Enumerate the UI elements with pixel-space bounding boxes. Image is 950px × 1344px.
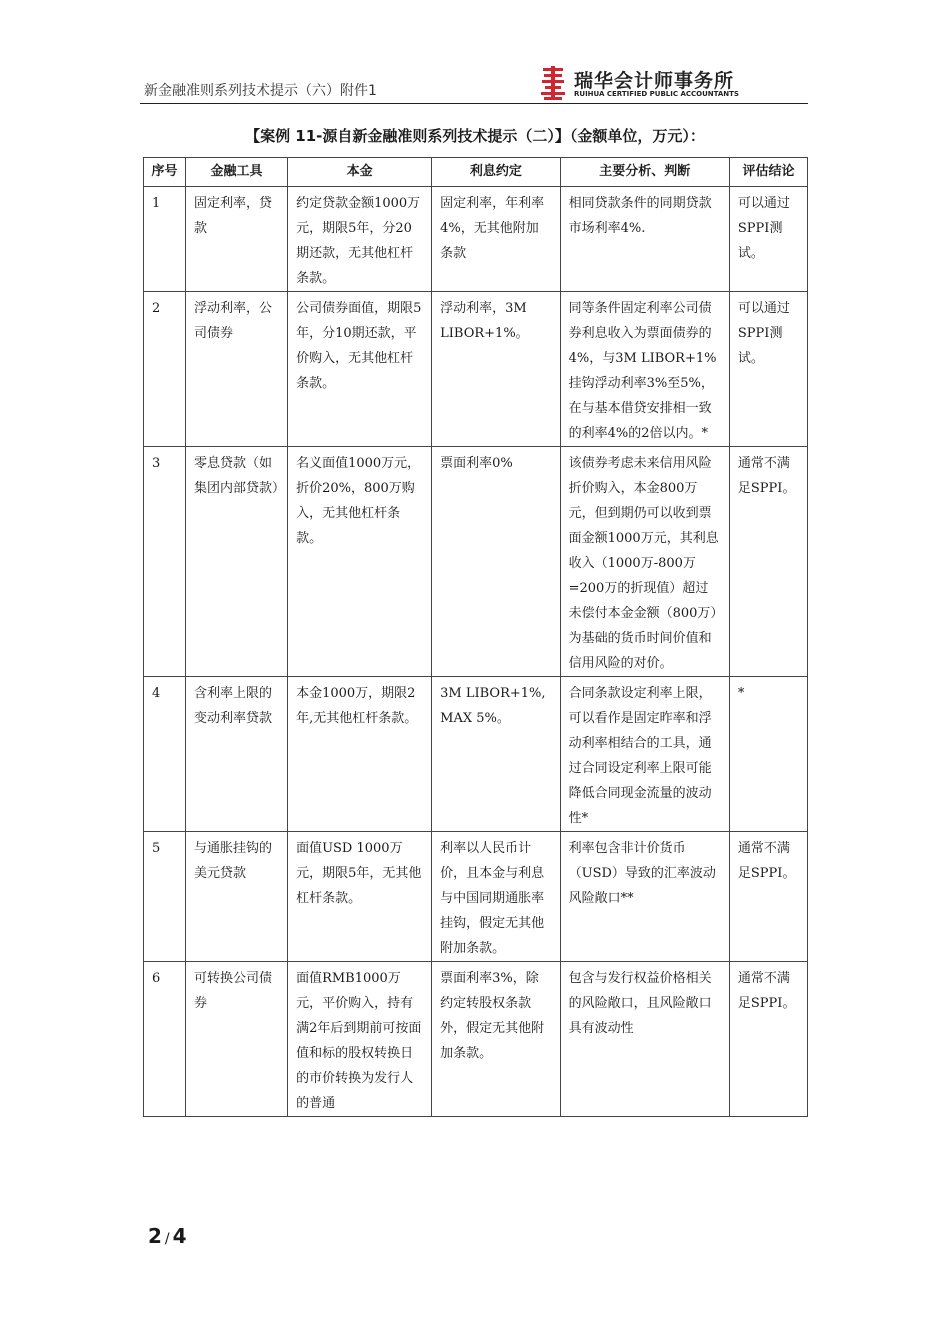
cell-analysis: 利率包含非计价货币（USD）导致的汇率波动风险敞口** <box>560 832 729 962</box>
cell-interest: 3M LIBOR+1%, MAX 5%。 <box>432 677 560 832</box>
cell-analysis: 同等条件固定利率公司债券利息收入为票面债券的4%，与3M LIBOR+1%挂钩浮动利率3%至5%，在与基本借贷安排相一致的利率4%的2倍以内。* <box>560 292 729 447</box>
cell-interest: 票面利率3%，除约定转股权条款外，假定无其他附加条款。 <box>432 962 560 1117</box>
col-header-analysis: 主要分析、判断 <box>560 158 729 187</box>
cell-conclusion: 通常不满足SPPI。 <box>729 962 807 1117</box>
cell-no: 4 <box>144 677 186 832</box>
cell-conclusion: * <box>729 677 807 832</box>
cell-instrument: 零息贷款（如集团内部贷款） <box>186 447 288 677</box>
cell-principal: 面值USD 1000万元，期限5年，无其他杠杆条款。 <box>288 832 432 962</box>
cell-principal: 面值RMB1000万元，平价购入，持有满2年后到期前可按面值和标的股权转换日的市价转换为发行人的普通 <box>288 962 432 1117</box>
header-rule <box>140 103 808 104</box>
cell-analysis: 相同贷款条件的同期贷款市场利率4%. <box>560 187 729 292</box>
page-separator: / <box>164 1231 170 1247</box>
cell-no: 3 <box>144 447 186 677</box>
table-row <box>144 187 808 292</box>
col-header-interest: 利息约定 <box>432 158 560 187</box>
cell-instrument: 与通胀挂钩的美元贷款 <box>186 832 288 962</box>
cell-principal: 约定贷款金额1000万元，期限5年，分20期还款，无其他杠杆条款。 <box>288 187 432 292</box>
case-title: 【案例 11-源自新金融准则系列技术提示（二）】（金额单位，万元）： <box>245 127 705 145</box>
cell-analysis: 包含与发行权益价格相关的风险敞口，且风险敞口具有波动性 <box>560 962 729 1117</box>
cell-conclusion: 通常不满足SPPI。 <box>729 832 807 962</box>
firm-name-cn: 瑞华会计师事务所 <box>574 70 735 92</box>
cell-conclusion: 通常不满足SPPI。 <box>729 447 807 677</box>
header-doc-title: 新金融准则系列技术提示（六）附件1 <box>144 83 377 99</box>
cell-principal: 本金1000万，期限2年,无其他杠杆条款。 <box>288 677 432 832</box>
table-row <box>144 962 808 1117</box>
cell-instrument: 可转换公司债券 <box>186 962 288 1117</box>
cell-instrument: 含利率上限的变动利率贷款 <box>186 677 288 832</box>
cell-no: 5 <box>144 832 186 962</box>
col-header-conclusion: 评估结论 <box>729 158 807 187</box>
table-row <box>144 447 808 677</box>
cell-analysis: 该债券考虑未来信用风险折价购入，本金800万元，但到期仍可以收到票面金额1000万元，其利息收入（1000万-800万=200万的折现值）超过未偿付本金金额（800万）为基础的货币时间价值和信用风险的对价。 <box>560 447 729 677</box>
cell-analysis: 合同条款设定利率上限，可以看作是固定昨率和浮动利率相结合的工具，通过合同设定利率上限可能降低合同现金流量的波动性* <box>560 677 729 832</box>
cell-no: 2 <box>144 292 186 447</box>
case-table <box>143 157 808 1117</box>
table-row <box>144 292 808 447</box>
firm-logo-mark-icon <box>540 66 566 100</box>
cell-conclusion: 可以通过SPPI测试。 <box>729 187 807 292</box>
cell-no: 6 <box>144 962 186 1117</box>
cell-interest: 利率以人民币计价，且本金与利息与中国同期通胀率挂钩，假定无其他附加条款。 <box>432 832 560 962</box>
firm-logo <box>540 66 750 100</box>
table-row <box>144 832 808 962</box>
firm-name-en: RUIHUA CERTIFIED PUBLIC ACCOUNTANTS <box>574 90 739 98</box>
page-total: 4 <box>172 1224 187 1248</box>
col-header-no: 序号 <box>144 158 186 187</box>
cell-principal: 公司债券面值，期限5年，分10期还款，平价购入，无其他杠杆条款。 <box>288 292 432 447</box>
col-header-principal: 本金 <box>288 158 432 187</box>
col-header-instrument: 金融工具 <box>186 158 288 187</box>
cell-interest: 票面利率0% <box>432 447 560 677</box>
cell-instrument: 固定利率，贷款 <box>186 187 288 292</box>
page-number <box>148 1224 187 1248</box>
cell-interest: 固定利率，年利率4%，无其他附加条款 <box>432 187 560 292</box>
cell-conclusion: 可以通过SPPI测试。 <box>729 292 807 447</box>
cell-no: 1 <box>144 187 186 292</box>
cell-interest: 浮动利率，3M LIBOR+1%。 <box>432 292 560 447</box>
cell-instrument: 浮动利率，公司债券 <box>186 292 288 447</box>
page-current: 2 <box>148 1224 162 1248</box>
cell-principal: 名义面值1000万元，折价20%，800万购入，无其他杠杆条款。 <box>288 447 432 677</box>
table-row <box>144 677 808 832</box>
table-header-row <box>144 158 808 187</box>
